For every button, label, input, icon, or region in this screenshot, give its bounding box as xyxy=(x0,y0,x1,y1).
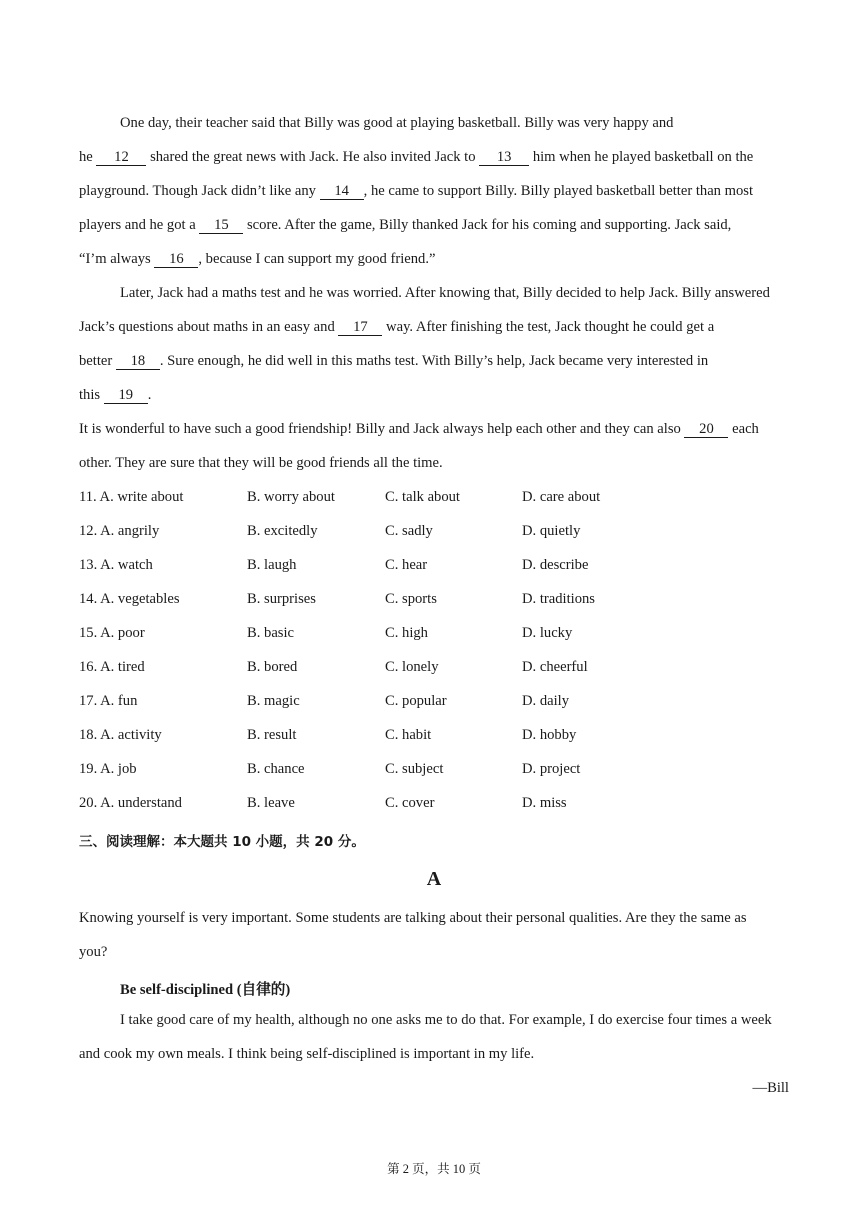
option-a: 14. A. vegetables xyxy=(79,591,180,607)
paragraph-line: One day, their teacher said that Billy was good at playing basketball. Billy was very happy and xyxy=(120,115,674,131)
option-b: B. surprises xyxy=(247,591,316,607)
option-c: C. sadly xyxy=(385,523,433,539)
option-b: B. worry about xyxy=(247,489,335,505)
option-c: C. sports xyxy=(385,591,437,607)
paragraph-line: playground. Though Jack didn’t like any 14 , he came to support Billy. Billy played basketball better than most xyxy=(79,183,753,199)
paragraph-line: he 12 shared the great news with Jack. He also invited Jack to 13 him when he played basketball on the xyxy=(79,149,754,165)
blank-13: 13 xyxy=(479,149,529,166)
signature: —Bill xyxy=(752,1080,789,1096)
option-a: 11. A. write about xyxy=(79,489,184,505)
page-footer: 第 2 页，共 10 页 xyxy=(387,1162,481,1176)
section-title: 三、阅读理解：本大题共 10 小题，共 20 分。 xyxy=(79,834,365,850)
option-b: B. chance xyxy=(247,761,305,777)
paragraph-line: Later, Jack had a maths test and he was worried. After knowing that, Billy decided to help Jack. Billy answered xyxy=(120,285,770,301)
option-d: D. lucky xyxy=(522,625,573,641)
paragraph-line: players and he got a 15 score. After the game, Billy thanked Jack for his coming and supporting. Jack said, xyxy=(79,217,732,233)
option-c: C. hear xyxy=(385,557,428,573)
option-b: B. bored xyxy=(247,659,298,675)
blank-18: 18 xyxy=(116,353,160,370)
option-b: B. laugh xyxy=(247,557,297,573)
option-b: B. basic xyxy=(247,625,295,641)
blank-15: 15 xyxy=(199,217,243,234)
option-b: B. excitedly xyxy=(247,523,318,539)
blank-17: 17 xyxy=(338,319,382,336)
subheading: Be self-disciplined (自律的) xyxy=(120,982,291,998)
option-b: B. magic xyxy=(247,693,300,709)
blank-20: 20 xyxy=(684,421,728,438)
option-c: C. cover xyxy=(385,795,435,811)
paragraph-line: It is wonderful to have such a good friendship! Billy and Jack always help each other and they can also 20 each xyxy=(79,421,759,437)
paragraph-line: Jack’s questions about maths in an easy and 17 way. After finishing the test, Jack thought he could get a xyxy=(79,319,715,335)
paragraph-line: Knowing yourself is very important. Some students are talking about their personal qualities. Are they the same as xyxy=(79,910,747,926)
option-a: 12. A. angrily xyxy=(79,523,160,539)
paragraph-line: “I’m always 16 , because I can support my good friend.” xyxy=(79,251,436,267)
option-d: D. cheerful xyxy=(522,659,588,675)
option-a: 20. A. understand xyxy=(79,795,182,811)
blank-19: 19 xyxy=(104,387,148,404)
blank-16: 16 xyxy=(154,251,198,268)
option-d: D. miss xyxy=(522,795,567,811)
option-d: D. hobby xyxy=(522,727,577,743)
option-a: 15. A. poor xyxy=(79,625,145,641)
option-d: D. traditions xyxy=(522,591,595,607)
paragraph-line: and cook my own meals. I think being self-disciplined is important in my life. xyxy=(79,1046,535,1062)
passage-letter: A xyxy=(426,868,442,890)
option-a: 17. A. fun xyxy=(79,693,138,709)
paragraph-line: better 18 . Sure enough, he did well in this maths test. With Billy’s help, Jack became very interested in xyxy=(79,353,709,369)
option-a: 13. A. watch xyxy=(79,557,153,573)
option-a: 18. A. activity xyxy=(79,727,162,743)
option-c: C. habit xyxy=(385,727,432,743)
option-c: C. subject xyxy=(385,761,444,777)
paragraph-line: this 19 . xyxy=(79,387,152,403)
option-b: B. result xyxy=(247,727,297,743)
option-a: 16. A. tired xyxy=(79,659,145,675)
paragraph-line: I take good care of my health, although no one asks me to do that. For example, I do exercise four times a week xyxy=(120,1012,772,1028)
option-d: D. project xyxy=(522,761,581,777)
option-c: C. lonely xyxy=(385,659,439,675)
blank-12: 12 xyxy=(96,149,146,166)
option-c: C. high xyxy=(385,625,428,641)
option-d: D. describe xyxy=(522,557,589,573)
option-c: C. talk about xyxy=(385,489,460,505)
blank-14: 14 xyxy=(320,183,364,200)
option-d: D. daily xyxy=(522,693,570,709)
option-a: 19. A. job xyxy=(79,761,137,777)
paragraph-line: other. They are sure that they will be good friends all the time. xyxy=(79,455,443,471)
option-d: D. quietly xyxy=(522,523,581,539)
paragraph-line: you? xyxy=(79,944,108,960)
option-d: D. care about xyxy=(522,489,601,505)
option-b: B. leave xyxy=(247,795,295,811)
option-c: C. popular xyxy=(385,693,447,709)
